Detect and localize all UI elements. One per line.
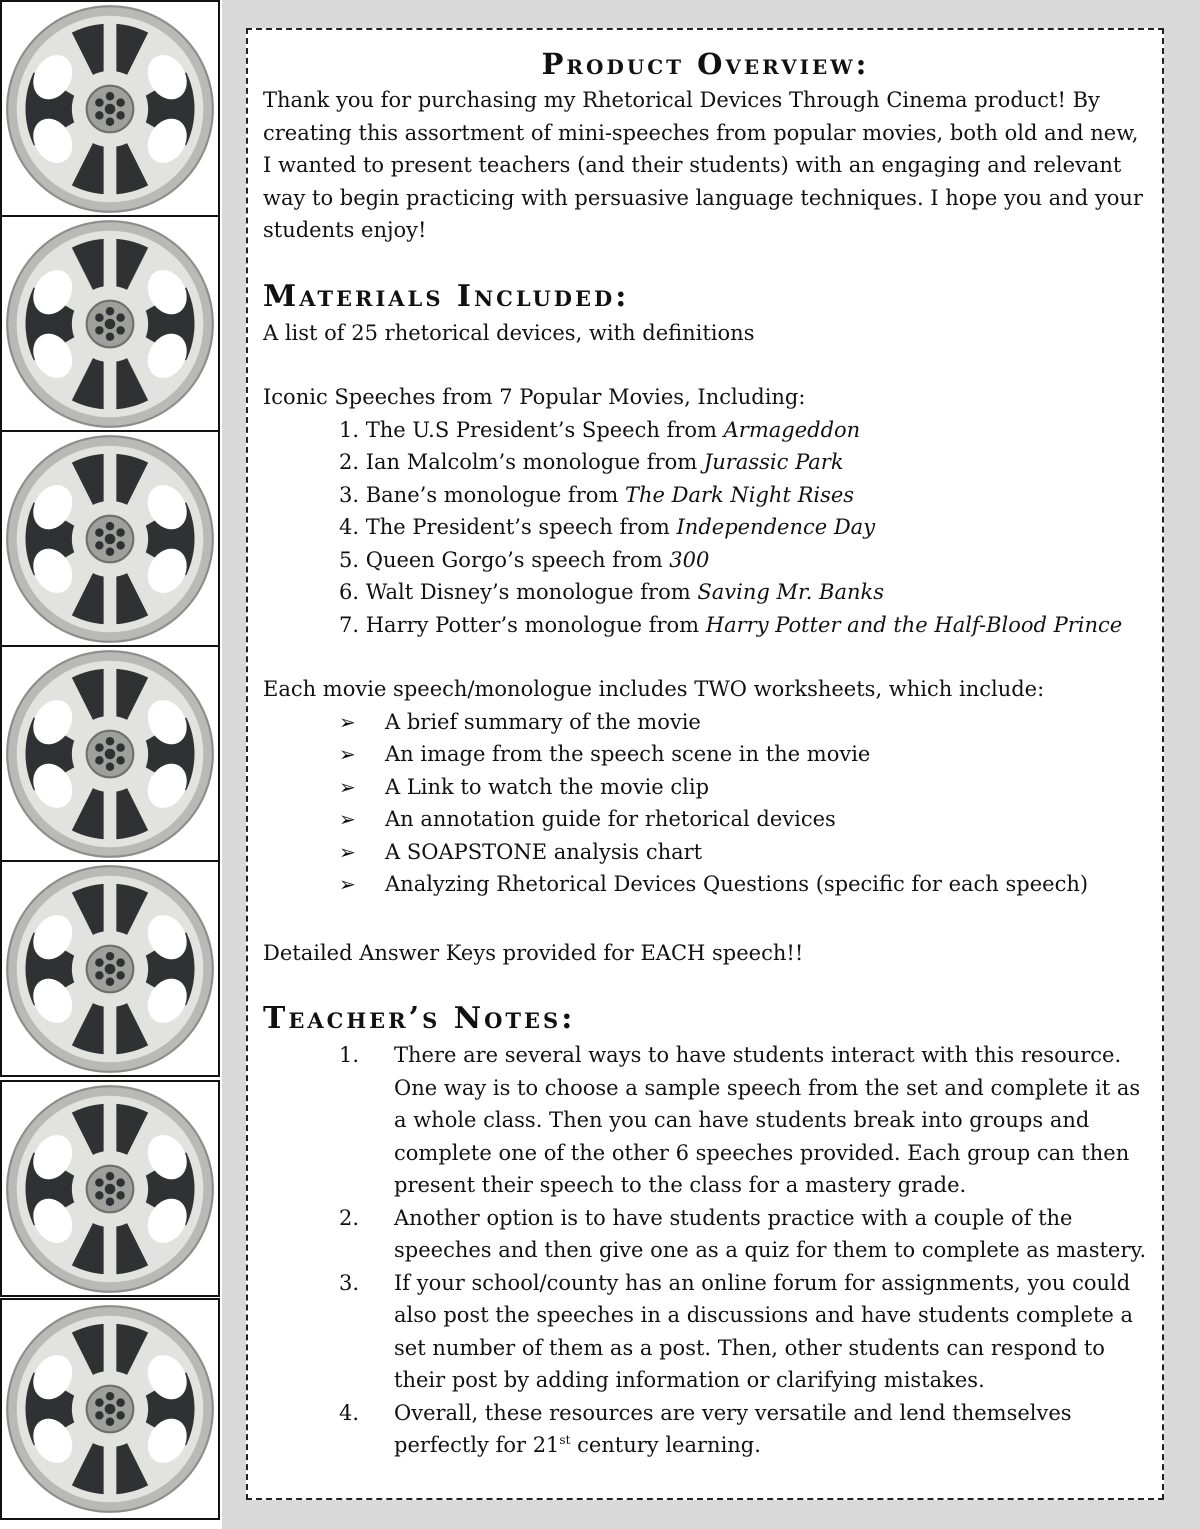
film-reel-frame — [0, 0, 220, 217]
film-reel-frame — [0, 215, 220, 432]
list-item: 1. The U.S President’s Speech from Armageddon — [339, 417, 861, 442]
film-reel-icon — [4, 433, 216, 645]
list-item: ➢ A Link to watch the movie clip — [339, 771, 1148, 804]
film-reel-frame — [0, 430, 220, 647]
list-item: 2. Another option is to have students practice with a couple of the speeches and then give one as a quiz for them to complete as mastery. — [339, 1205, 1147, 1262]
list-item: ➢ A SOAPSTONE analysis chart — [339, 836, 1148, 869]
film-reel-icon — [4, 218, 216, 430]
film-reel-icon — [4, 3, 216, 215]
arrow-bullet-icon: ➢ — [339, 742, 356, 766]
list-item: ➢ Analyzing Rhetorical Devices Questions (specific for each speech) — [339, 868, 1148, 901]
list-item: ➢ A brief summary of the movie — [339, 706, 1148, 739]
list-item: 1. There are several ways to have students interact with this resource. One way is to choose a sample speech from the set and complete it as a whole class. Then you can have students break into groups and complete one of the other 6 speeches provided. Each group can then present their speech to the class for a mastery grade. — [339, 1043, 1141, 1197]
list-item: 6. Walt Disney’s monologue from Saving Mr. Banks — [339, 580, 885, 604]
speeches-list — [263, 414, 1148, 642]
arrow-bullet-icon: ➢ — [339, 807, 356, 831]
list-item: 2. Ian Malcolm’s monologue from Jurassic Park — [339, 450, 844, 474]
teachers-notes-list — [263, 1039, 1148, 1462]
arrow-bullet-icon: ➢ — [339, 709, 356, 734]
list-item: 3. Bane’s monologue from The Dark Night Rises — [339, 482, 855, 507]
list-item: ➢ An annotation guide for rhetorical devices — [339, 803, 1148, 836]
film-reel-icon — [4, 863, 216, 1075]
film-reel-icon — [4, 648, 216, 860]
film-reel-frame — [0, 860, 220, 1077]
arrow-bullet-icon: ➢ — [339, 774, 356, 799]
product-overview-document — [246, 28, 1164, 1500]
list-item: 5. Queen Gorgo’s speech from 300 — [339, 547, 710, 572]
teachers-notes-heading: Teacher’s Notes: — [263, 1001, 576, 1036]
answer-keys-line: Detailed Answer Keys provided for EACH speech!! — [263, 940, 804, 965]
film-reel-frame — [0, 645, 220, 862]
worksheet-items-list — [263, 706, 1148, 901]
page-title: Product Overview: — [541, 47, 870, 81]
speeches-intro: Iconic Speeches from 7 Popular Movies, Including: — [263, 385, 806, 409]
film-reel-strip — [0, 0, 222, 1529]
film-reel-icon — [4, 1083, 216, 1295]
list-item: ➢ An image from the speech scene in the movie — [339, 738, 1148, 771]
devices-list-line: A list of 25 rhetorical devices, with definitions — [263, 320, 755, 345]
list-item: 7. Harry Potter’s monologue from Harry Potter and the Half-Blood Prince — [339, 612, 1123, 637]
list-item: 3. If your school/county has an online forum for assignments, you could also post the speeches in a discussions and have students complete a set number of them as a post. Then, other students can respond to their post by adding information or clarifying mistakes. — [339, 1270, 1134, 1392]
arrow-bullet-icon: ➢ — [339, 839, 356, 864]
film-reel-frame — [0, 1298, 220, 1520]
list-item: 4. The President’s speech from Independence Day — [339, 515, 876, 539]
materials-heading: Materials Included: — [263, 278, 630, 314]
arrow-bullet-icon: ➢ — [339, 872, 356, 896]
film-reel-icon — [4, 1303, 216, 1515]
overview-paragraph: Thank you for purchasing my Rhetorical Devices Through Cinema product! By creating this assortment of mini-speeches from popular movies, both old and new, I wanted to present teachers (and their students) with an engaging and relevant way to begin practicing with persuasive language techniques. I hope you and your students enjoy! — [263, 88, 1143, 242]
worksheets-intro: Each movie speech/monologue includes TWO worksheets, which include: — [263, 677, 1045, 701]
list-item: 4. Overall, these resources are very versatile and lend themselves perfectly for 21st century learning. — [339, 1400, 1072, 1457]
film-reel-frame — [0, 1080, 220, 1297]
